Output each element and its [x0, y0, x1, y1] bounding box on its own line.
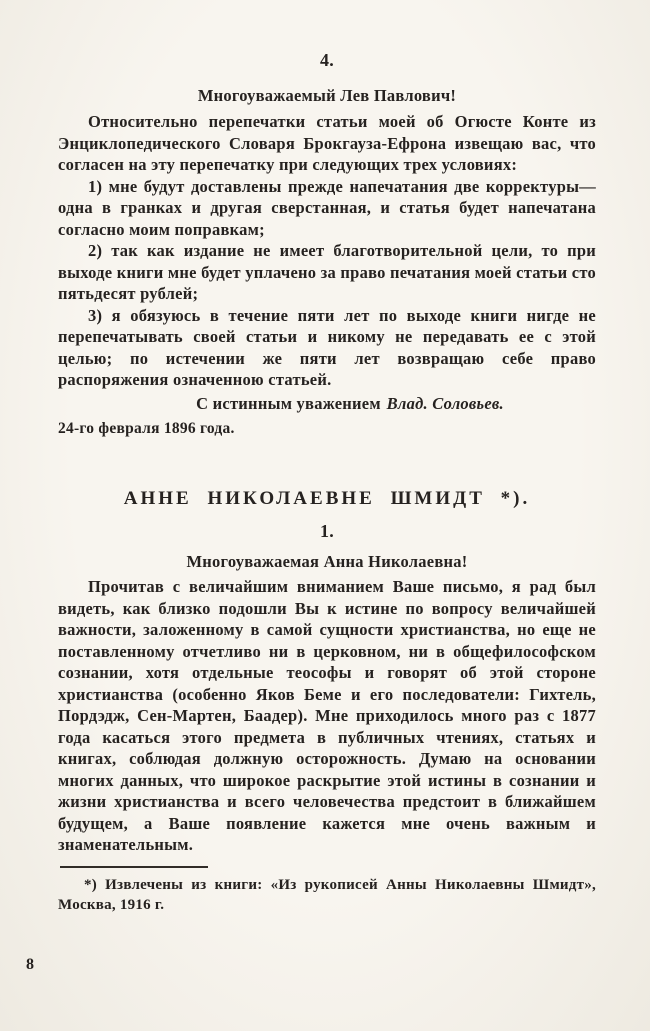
footnote-block [58, 866, 596, 915]
letter-4-salutation: Многоуважаемый Лев Павлович! [197, 85, 457, 105]
signature-prefix: С истинным уважением [196, 393, 381, 413]
letter-4-date: 24-го февраля 1896 года. [58, 420, 235, 437]
schmidt-letter-number: 1. [320, 521, 334, 541]
letter-4-number: 4. [320, 50, 334, 70]
letter-4-condition-3: 3) я обязуюсь в течение пяти лет по выходе книги нигде не перепечатывать своей статьи и никому не передавать ее с этой целью; по истечении же пяти лет возвращаю себе право распоряжения означенною статьей. [58, 305, 596, 389]
schmidt-salutation: Многоуважаемая Анна Николаевна! [186, 551, 468, 571]
chapter-heading: АННЕ НИКОЛАЕВНЕ ШМИДТ *). [123, 487, 531, 509]
signature-line [58, 393, 596, 415]
footnote-text: *) Извлечены из книги: «Из рукописей Анны Николаевны Шмидт», Москва, 1916 г. [58, 876, 596, 913]
letter-4-paragraph: Относительно перепечатки статьи моей об Огюсте Конте из Энциклопедического Словаря Брокгауза-Ефрона извещаю вас, что согласен на эту перепечатку при следующих трех условиях: [58, 112, 596, 174]
signature-name: Влад. Соловьев. [386, 393, 504, 413]
schmidt-section [58, 488, 596, 856]
letter-4-section [58, 50, 596, 440]
letter-4-condition-2: 2) так как издание не имеет благотворительной цели, то при выходе книги мне будет уплачено за право печатания моей статьи сто пятьдесят рублей; [58, 241, 596, 303]
schmidt-paragraph: Прочитав с величайшим вниманием Ваше письмо, я рад был видеть, как близко подошли Вы к истине по вопросу величайшей важности, заложенному в самой сущности христианства, но еще не поставленному отчетливо ни в церковном, ни в общефилософском сознании, хотя отдельные теософы и говорят об этой стороне христианства (особенно Яков Беме и его последователи: Гихтель, Пордэдж, Сен-Мартен, Баадер). Мне приходилось много раз с 1877 года касаться этого предмета в публичных чтениях, статьях и книгах, соблюдая должную осторожность. Думаю на основании многих данных, что широкое раскрытие этой истины в сознании и жизни христианства и всего человечества предстоит в ближайшем будущем, а Ваше появление кажется мне очень важным и знаменательным. [58, 577, 596, 854]
page-number: 8 [26, 955, 35, 973]
footnote-rule [60, 866, 208, 868]
letter-4-condition-1: 1) мне будут доставлены прежде напечатания две корректуры—одна в гранках и другая сверстанная, и статья будет напечатана согласно моим поправкам; [58, 176, 596, 239]
